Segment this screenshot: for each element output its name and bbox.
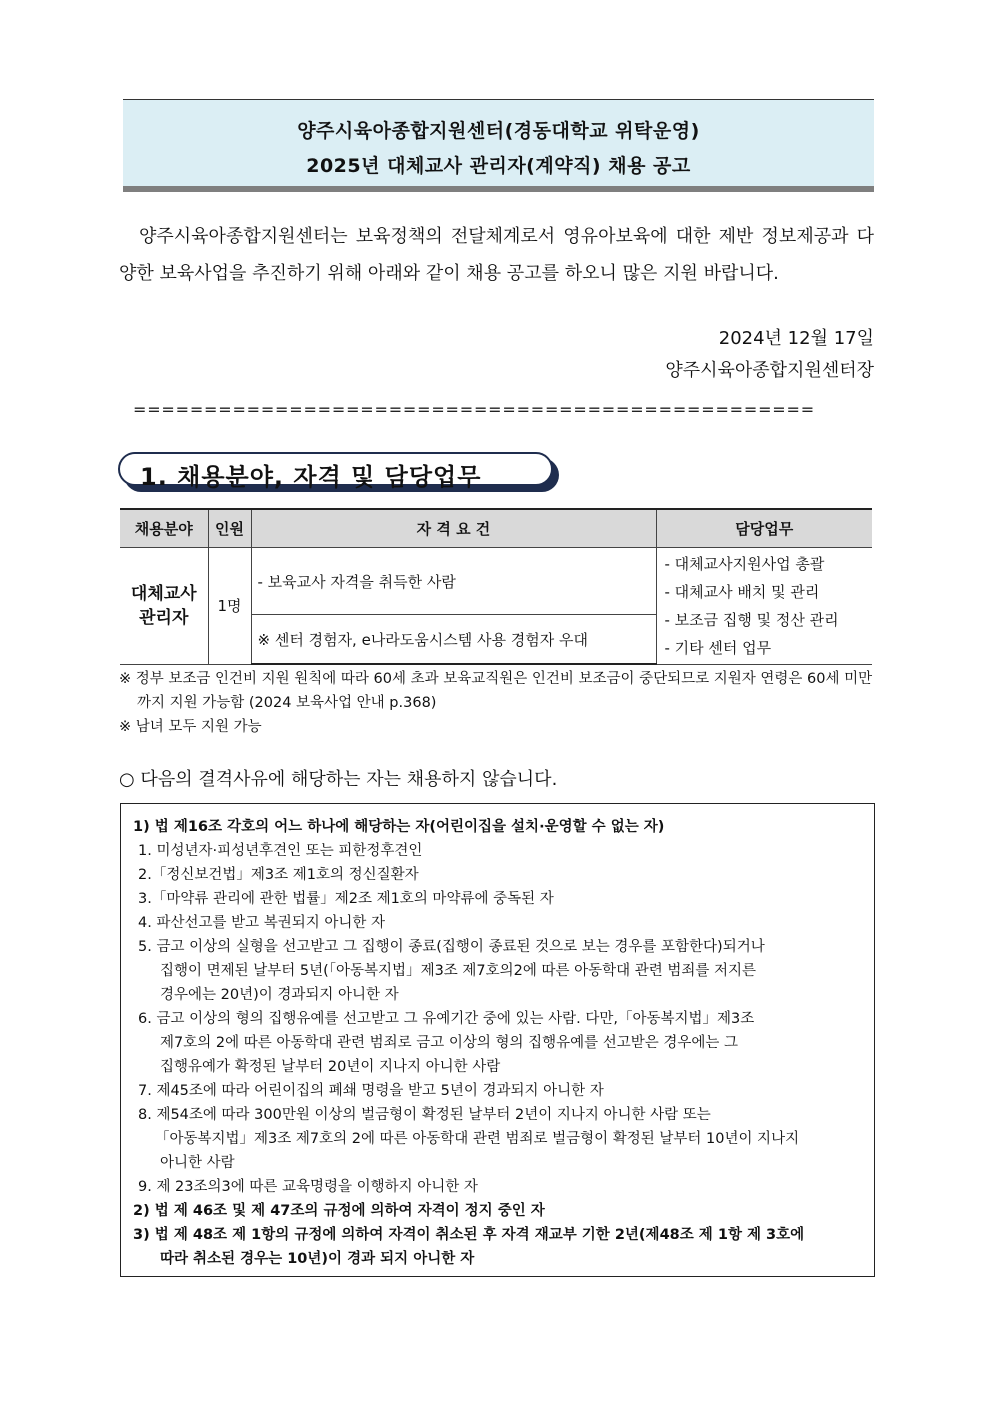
section-title: 1. 채용분야, 자격 및 담당업무: [140, 463, 482, 491]
clause-2-heading: 2) 법 제 46조 및 제 47조의 규정에 의하여 자격이 정지 중인 자: [133, 1203, 545, 1219]
section-title-box: [118, 452, 553, 491]
cell-field: [120, 548, 208, 665]
field-line-1: 대체교사: [130, 583, 197, 604]
announcement-date: 2024년 12월 17일: [718, 328, 874, 349]
cell-count: 1명: [208, 548, 251, 665]
duty-item: - 대체교사지원사업 총괄: [664, 554, 825, 573]
title-line-1: 양주시육아종합지원센터(경동대학교 위탁운영): [297, 120, 700, 142]
cell-requirement: - 보육교사 자격을 취득한 사람: [251, 548, 656, 615]
table-notes: [119, 667, 875, 739]
list-item-continuation: 「아동복지법」제3조 제7호의 2에 따른 아동학대 관련 범죄로 벌금형이 확정된 날부터 10년이 지나지: [155, 1131, 800, 1147]
title-banner: [123, 99, 874, 192]
list-item: 3.「마약류 관리에 관한 법률」제2조 제1호의 마약류에 중독된 자: [138, 891, 554, 907]
header-requirements: 자 격 요 건: [251, 509, 656, 548]
separator-line: ================================================: [133, 400, 815, 419]
clause-1-heading: 1) 법 제16조 각호의 어느 하나에 해당하는 자(어린이집을 설치·운영할 수 없는 자): [133, 819, 665, 835]
list-item: 5. 금고 이상의 실형을 선고받고 그 집행이 종료(집행이 종료된 것으로 보는 경우를 포함한다)되거나: [138, 939, 765, 955]
list-item-continuation: 제7호의 2에 따른 아동학대 관련 범죄로 금고 이상의 형의 집행유예를 선고받은 경우에는 그: [160, 1035, 739, 1051]
header-count: 인원: [208, 509, 251, 548]
duty-item: - 보조금 집행 및 정산 관리: [664, 610, 839, 629]
field-line-2: 관리자: [139, 607, 189, 628]
table-row: [120, 548, 872, 615]
list-item-continuation: 집행이 면제된 날부터 5년(「아동복지법」제3조 제7호의2에 따른 아동학대 관련 범죄를 저지른: [160, 963, 757, 979]
list-item: 4. 파산선고를 받고 복권되지 아니한 자: [138, 915, 385, 931]
list-item: 2.「정신보건법」제3조 제1호의 정신질환자: [138, 867, 419, 883]
list-item-continuation: 경우에는 20년)이 경과되지 아니한 자: [160, 987, 399, 1003]
list-item: 6. 금고 이상의 형의 집행유예를 선고받고 그 유예기간 중에 있는 사람. 다만,「아동복지법」제3조: [138, 1011, 755, 1027]
issuer-name: 양주시육아종합지원센터장: [665, 360, 874, 381]
disqualification-box: [120, 803, 875, 1277]
title-line-2: 2025년 대체교사 관리자(계약직) 채용 공고: [306, 155, 691, 177]
clause-3-continuation: 따라 취소된 경우는 10년)이 경과 되지 아니한 자: [160, 1251, 475, 1267]
cell-preference: ※ 센터 경험자, e나라도움시스템 사용 경험자 우대: [251, 615, 656, 665]
note-gender: ※ 남녀 모두 지원 가능: [119, 719, 262, 735]
cell-duties: [656, 548, 872, 665]
intro-text: 양주시육아종합지원센터는 보육정책의 전달체계로서 영유아보육에 대한 제반 정보제공과 다양한 보육사업을 추진하기 위해 아래와 같이 채용 공고를 하오니 많은 지원 바랍니다.: [119, 226, 874, 284]
note-age-limit: ※ 정부 보조금 인건비 지원 원칙에 따라 60세 초과 보육교직원은 인건비 보조금이 중단되므로 지원자 연령은 60세 미만까지 지원 가능함 (2024 보육사업 안내 p.368): [119, 671, 873, 711]
clause-3-heading: 3) 법 제 48조 제 1항의 규정에 의하여 자격이 취소된 후 자격 재교부 기한 2년(제48조 제 1항 제 3호에: [133, 1227, 805, 1243]
table-header-row: [120, 509, 872, 548]
list-item: 7. 제45조에 따라 어린이집의 폐쇄 명령을 받고 5년이 경과되지 아니한 자: [138, 1083, 604, 1099]
recruitment-table: [120, 508, 872, 665]
list-item: 1. 미성년자·피성년후견인 또는 피한정후견인: [138, 843, 423, 859]
list-item-continuation: 집행유예가 확정된 날부터 20년이 지나지 아니한 사람: [160, 1059, 501, 1075]
list-item-continuation: 아니한 사람: [160, 1155, 235, 1171]
duty-item: - 기타 센터 업무: [664, 638, 772, 657]
list-item: 8. 제54조에 따라 300만원 이상의 벌금형이 확정된 날부터 2년이 지나지 아니한 사람 또는: [138, 1107, 711, 1123]
disqualification-intro: ○ 다음의 결격사유에 해당하는 자는 채용하지 않습니다.: [119, 769, 558, 790]
header-field: 채용분야: [120, 509, 208, 548]
list-item: 9. 제 23조의3에 따른 교육명령을 이행하지 아니한 자: [138, 1179, 478, 1195]
duty-item: - 대체교사 배치 및 관리: [664, 582, 820, 601]
header-duties: 담당업무: [656, 509, 872, 548]
intro-paragraph: [119, 218, 874, 292]
